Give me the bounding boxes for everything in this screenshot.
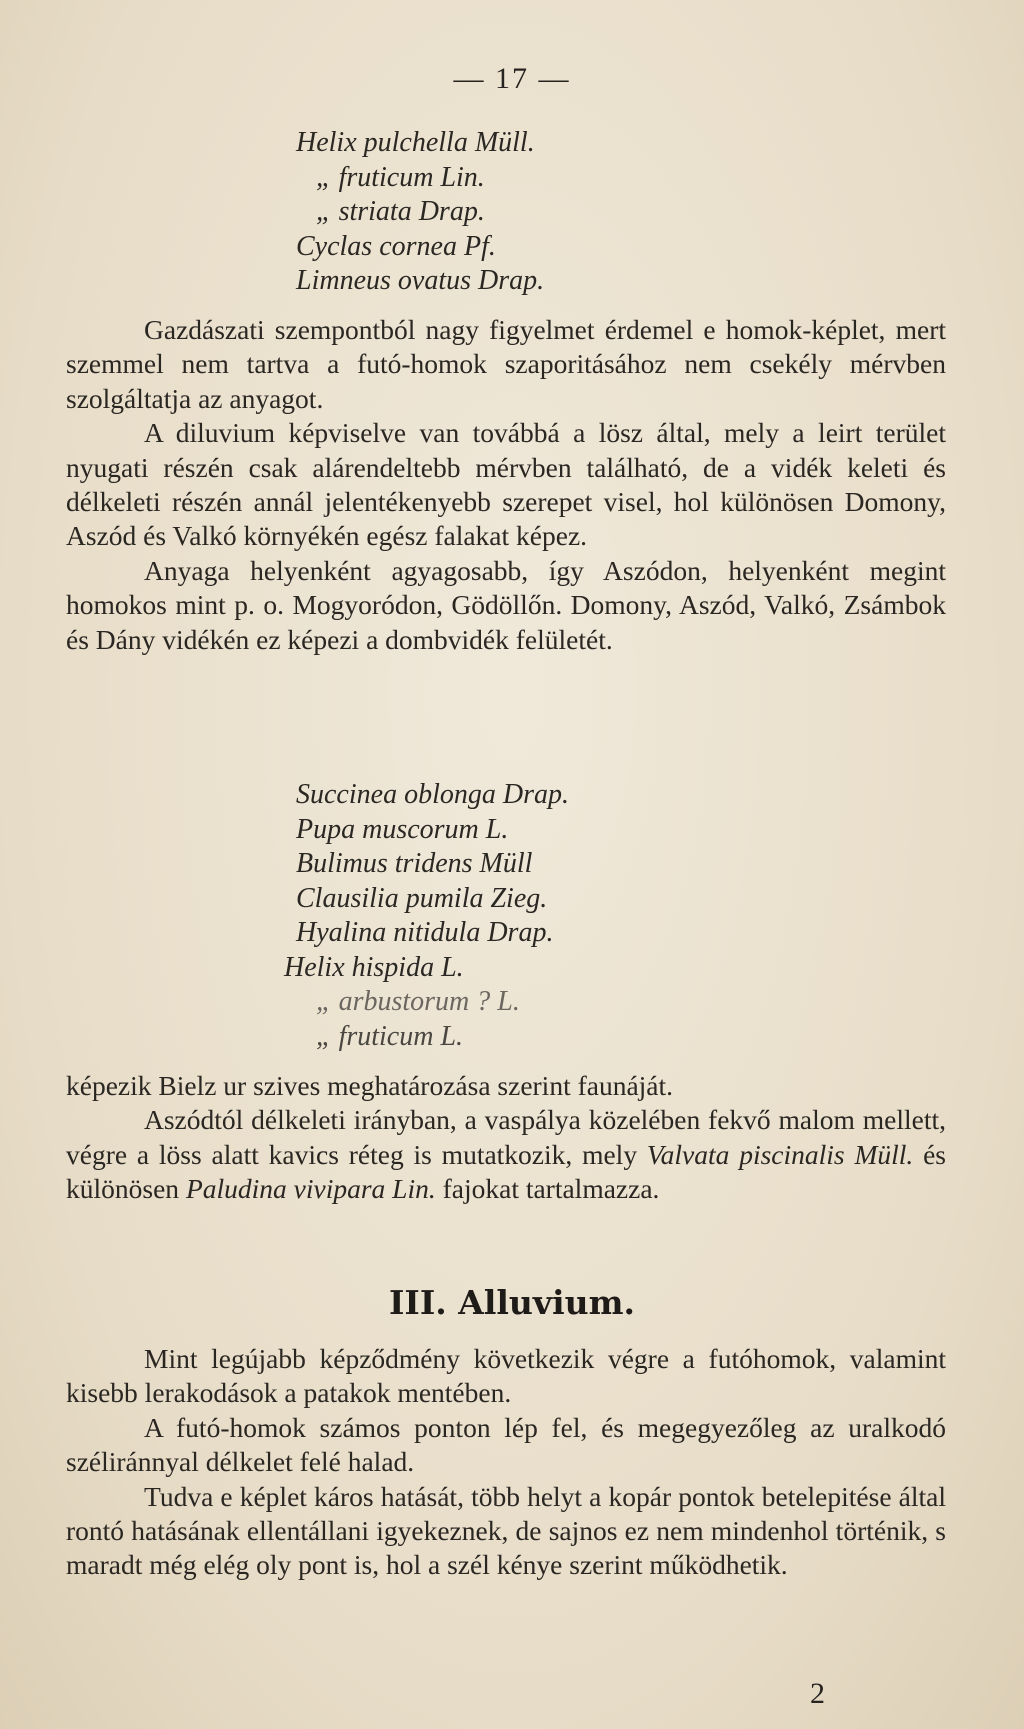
species-item: „ fruticum L. [316,1020,464,1052]
species-item: „ arbustorum ? L. [316,986,520,1017]
paragraph: A diluvium képviselve van továbbá a lösz által, mely a leirt terület nyugati részén csak alárendeltebb mérvben található, de a vidék keleti és délkeleti részén annál jelentékenyebb szerepet visel, hol különösen Domony, Aszód és Valkó környékén egész falakat képez. [66,417,946,552]
species-item: „ striata Drap. [316,196,485,227]
species-item: Helix hispida L. [284,951,464,983]
species-item: Limneus ovatus Drap. [296,265,545,296]
section-heading: III. Alluvium. [388,1283,636,1322]
species-item: „ fruticum Lin. [316,161,485,193]
species-item: Helix pulchella Müll. [296,127,535,158]
species-item: Succinea oblonga Drap. [296,779,569,810]
species-item: Bulimus tridens Müll [296,848,533,879]
species-item: Clausilia pumila Zieg. [296,882,548,914]
species-inline: Paludina vivipara Lin. [185,1173,436,1205]
species-item: Pupa muscorum L. [296,813,509,845]
paragraph: képezik Bielz ur szives meghatározása szerint faunáját. [66,1070,674,1101]
species-list-2 [284,778,569,1054]
species-item: Cyclas cornea Pf. [296,230,496,262]
body-text-2 [66,1069,946,1207]
species-list-1 [296,126,544,299]
signature-mark: 2 [810,1677,825,1710]
page-number: — 17 — [453,62,571,95]
paragraph: Tudva e képlet káros hatását, több helyt a kopár pontok betelepitése által rontó hatásának ellentállani igyekeznek, de sajnos ez nem mindenhol történik, s maradt még elég oly pont is, hol a szél kénye szerint működhetik. [66,1480,946,1581]
body-text-3 [66,1342,946,1583]
paragraph: Gazdászati szempontból nagy figyelmet érdemel e homok-képlet, mert szemmel nem tartva a futó-homok szaporitásához nem csekély mérvben szolgáltatja az anyagot. [66,314,946,414]
species-item: Hyalina nitidula Drap. [296,917,554,948]
body-text-1 [66,313,946,657]
species-inline: Valvata piscinalis Müll. [646,1138,914,1170]
paragraph: Anyaga helyenként agyagosabb, így Aszódon, helyenként megint homokos mint p. o. Mogyoródon, Gödöllőn. Domony, Aszód, Valkó, Zsámbok és Dány vidékén ez képezi a dombvidék felületét. [66,554,946,655]
paragraph: Mint legújabb képződmény következik végre a futóhomok, valamint kisebb lerakodások a patakok mentében. [66,1343,946,1409]
paragraph: A futó-homok számos ponton lép fel, és megegyezőleg az uralkodó széliránnyal délkelet felé halad. [66,1411,946,1478]
paragraph: Aszódtól délkeleti irányban, a vaspálya közelében fekvő malom mellett, végre a löss alatt kavics réteg is mutatkozik, mely Valvata piscinalis Müll. és különösen Paludina vivipara Lin. fajokat tartalmazza. [66,1104,947,1205]
